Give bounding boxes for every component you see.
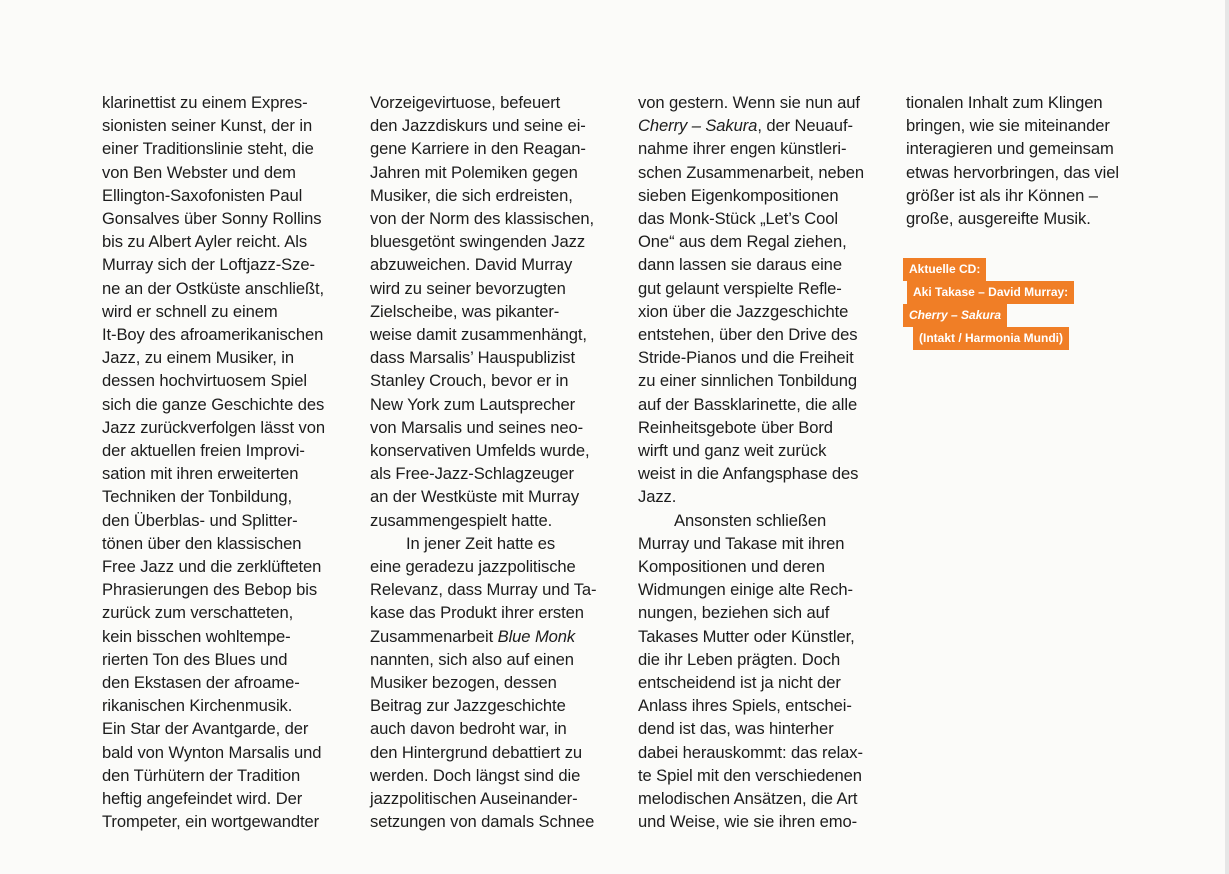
scan-edge [1225, 0, 1229, 874]
text-line: wird zu seiner bevorzugten [370, 278, 566, 298]
text-line: entstehen, über den Drive des [638, 325, 858, 345]
text-line: jazzpolitischen Auseinander- [370, 789, 578, 809]
text-line: weist in die Anfangsphase des [638, 464, 859, 484]
text-line: Free Jazz und die zerklüfteten [102, 557, 322, 577]
text-line: bringen, wie sie miteinander [906, 116, 1110, 136]
cd-title: Cherry – Sakura [903, 304, 1007, 327]
article-column-4 [906, 91, 1119, 230]
text-line: sation mit ihren erweiterten [102, 464, 299, 484]
text-line: Vorzeigevirtuose, befeuert [370, 93, 561, 112]
text-line: zurück zum verschatteten, [102, 603, 294, 623]
text-line: Jazz zurückverfolgen lässt von [102, 417, 325, 437]
text-line: interagieren und gemeinsam [906, 139, 1114, 159]
text-line: von der Norm des klassischen, [370, 209, 594, 229]
text-line: abzuweichen. David Murray [370, 255, 573, 275]
text-fragment: Zusammenarbeit [370, 626, 498, 646]
text-line: und Weise, wie sie ihren emo- [638, 812, 858, 832]
text-line: Murray sich der Loftjazz-Sze- [102, 255, 315, 275]
album-title-cherry-sakura: Cherry – Sakura [638, 116, 758, 136]
text-line: dessen hochvirtuosem Spiel [102, 371, 307, 391]
text-line: Takases Mutter oder Künstler, [638, 626, 855, 646]
text-line: tionalen Inhalt zum Klingen [906, 93, 1103, 112]
text-line: zu einer sinnlichen Tonbildung [638, 371, 858, 391]
text-line: den Türhütern der Tradition [102, 765, 301, 785]
text-line: auch davon bedroht war, in [370, 719, 567, 739]
text-line: klarinettist zu einem Expres- [102, 93, 308, 112]
paragraph-start-line: In jener Zeit hatte es [406, 533, 556, 553]
text-line: dabei herauskommt: das relax- [638, 742, 863, 762]
text-line: sieben Eigenkompositionen [638, 185, 839, 205]
text-line: große, ausgereifte Musik. [906, 209, 1091, 229]
text-line: Zielscheibe, was pikanter- [370, 301, 560, 321]
text-line: gut gelaunt verspielte Refle- [638, 278, 842, 298]
text-line: als Free-Jazz-Schlagzeuger [370, 464, 574, 484]
text-line: die ihr Leben prägten. Doch [638, 649, 841, 669]
text-line: entscheidend ist ja nicht der [638, 673, 841, 693]
text-line: wird er schnell zu einem [102, 301, 278, 321]
text-line: Kompositionen und deren [638, 557, 825, 577]
text-line: sionisten seiner Kunst, der in [102, 116, 313, 136]
text-line: Musiker bezogen, dessen [370, 673, 557, 693]
text-line: größer ist als ihr Können – [906, 185, 1098, 205]
text-line: dend ist das, was hinterher [638, 719, 834, 739]
text-line: Murray und Takase mit ihren [638, 533, 845, 553]
text-line: gene Karriere in den Reagan- [370, 139, 586, 159]
text-line: sich die ganze Geschichte des [102, 394, 325, 414]
article-column-3 [638, 91, 864, 834]
text-line-with-title [638, 114, 864, 137]
cd-label: Aktuelle CD: [903, 258, 986, 281]
album-title-blue-monk: Blue Monk [497, 626, 576, 646]
text-fragment: , der Neuauf- [757, 116, 853, 136]
text-line: den Ekstasen der afroame- [102, 673, 300, 693]
text-line: Jazz. [638, 487, 677, 507]
text-line: te Spiel mit den verschiedenen [638, 765, 862, 785]
text-line: Trompeter, ein wortgewandter [102, 812, 320, 832]
text-line: Beitrag zur Jazzgeschichte [370, 696, 566, 716]
paragraph-start-line: Ansonsten schließen [674, 510, 827, 530]
text-line: Reinheitsgebote über Bord [638, 417, 833, 437]
text-line: Techniken der Tonbildung, [102, 487, 293, 507]
text-line: von gestern. Wenn sie nun auf [638, 93, 860, 112]
text-line: It-Boy des afroamerikanischen [102, 325, 324, 345]
text-line: schen Zusammenarbeit, neben [638, 162, 865, 182]
text-line: den Jazzdiskurs und seine ei- [370, 116, 586, 136]
text-line: bluesgetönt swingenden Jazz [370, 232, 586, 252]
text-line: bald von Wynton Marsalis und [102, 742, 322, 762]
text-line: an der Westküste mit Murray [370, 487, 580, 507]
text-line: nungen, beziehen sich auf [638, 603, 830, 623]
text-line: einer Traditionslinie steht, die [102, 139, 314, 159]
text-line: Phrasierungen des Bebop bis [102, 580, 318, 600]
text-line: rierten Ton des Blues und [102, 649, 288, 669]
text-line: werden. Doch längst sind die [370, 765, 581, 785]
text-line: xion über die Jazzgeschichte [638, 301, 849, 321]
text-line: Ein Star der Avantgarde, der [102, 719, 309, 739]
text-line: rikanischen Kirchenmusik. [102, 696, 293, 716]
text-line: Anlass ihres Spiels, entschei- [638, 696, 852, 716]
text-line: setzungen von damals Schnee [370, 812, 595, 832]
text-line: Jahren mit Polemiken gegen [370, 162, 578, 182]
text-line-with-title [370, 625, 596, 648]
text-line: auf der Bassklarinette, die alle [638, 394, 858, 414]
text-line: kein bisschen wohltempe- [102, 626, 291, 646]
text-line: zusammengespielt hatte. [370, 510, 553, 530]
text-line: New York zum Lautsprecher [370, 394, 576, 414]
text-line: nannten, sich also auf einen [370, 649, 574, 669]
text-line: das Monk-Stück „Let’s Cool [638, 209, 838, 229]
text-line: ne an der Ostküste anschließt, [102, 278, 325, 298]
text-line: bis zu Albert Ayler reicht. Als [102, 232, 308, 252]
text-line: den Hintergrund debattiert zu [370, 742, 583, 762]
text-line: Stanley Crouch, bevor er in [370, 371, 569, 391]
cd-label-info: (Intakt / Harmonia Mundi) [913, 327, 1069, 350]
text-line: nahme ihrer engen künstleri- [638, 139, 847, 159]
text-line: Gonsalves über Sonny Rollins [102, 209, 322, 229]
text-line: wirft und ganz weit zurück [638, 441, 827, 461]
text-line: der aktuellen freien Improvi- [102, 441, 305, 461]
text-line: Ellington-Saxofonisten Paul [102, 185, 303, 205]
article-column-2 [370, 91, 596, 834]
text-line: den Überblas- und Splitter- [102, 510, 298, 530]
text-line: eine geradezu jazzpolitische [370, 557, 576, 577]
text-line: von Marsalis und seines neo- [370, 417, 584, 437]
text-line: etwas hervorbringen, das viel [906, 162, 1119, 182]
text-line: konservativen Umfelds wurde, [370, 441, 590, 461]
cd-artists: Aki Takase – David Murray: [907, 281, 1074, 304]
text-line: tönen über den klassischen [102, 533, 302, 553]
text-line: Musiker, die sich erdreisten, [370, 185, 573, 205]
text-line: One“ aus dem Regal ziehen, [638, 232, 847, 252]
text-line: Widmungen einige alte Rech- [638, 580, 853, 600]
cd-info-box [903, 258, 1074, 350]
article-column-1 [102, 91, 325, 834]
text-line: kase das Produkt ihrer ersten [370, 603, 584, 623]
text-line: heftig angefeindet wird. Der [102, 789, 303, 809]
text-line: dass Marsalis’ Hauspublizist [370, 348, 576, 368]
text-line: weise damit zusammenhängt, [370, 325, 587, 345]
text-line: melodischen Ansätzen, die Art [638, 789, 858, 809]
text-line: von Ben Webster und dem [102, 162, 296, 182]
text-line: Relevanz, dass Murray und Ta- [370, 580, 597, 600]
text-line: Stride-Pianos und die Freiheit [638, 348, 854, 368]
text-line: Jazz, zu einem Musiker, in [102, 348, 294, 368]
text-line: dann lassen sie daraus eine [638, 255, 842, 275]
